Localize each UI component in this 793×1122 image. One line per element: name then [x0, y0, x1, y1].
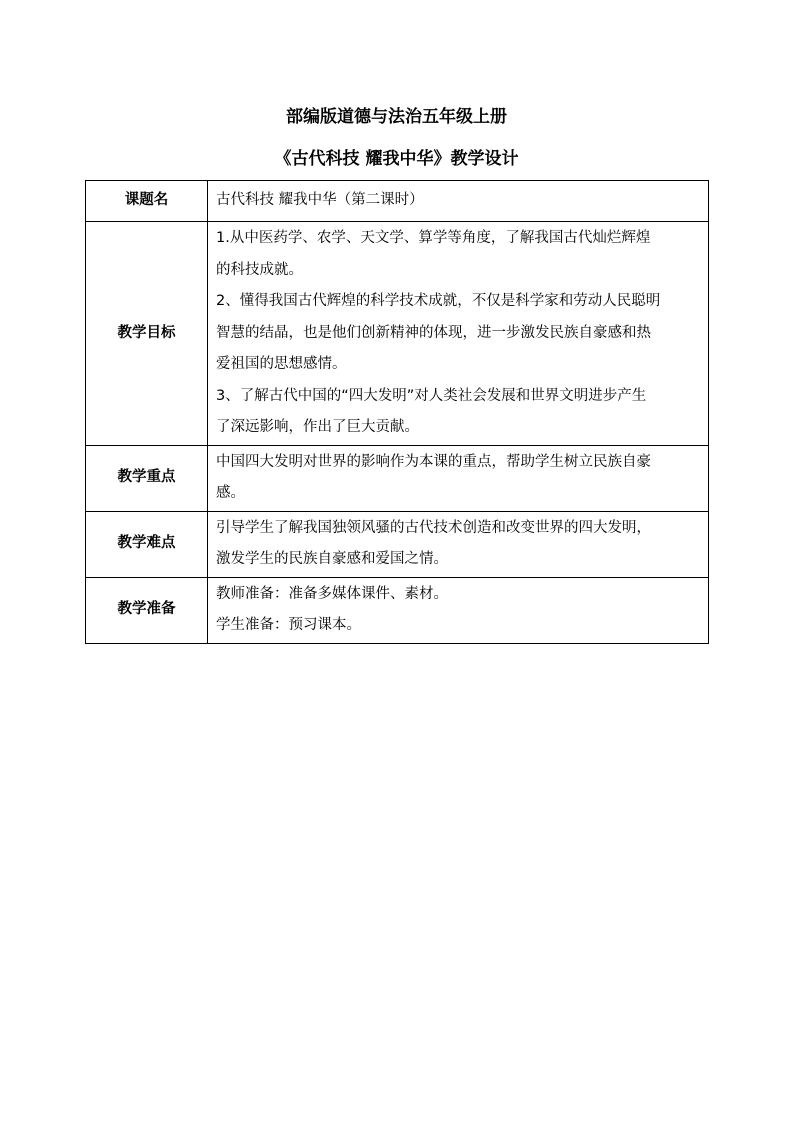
table-row-difficulties [86, 511, 709, 577]
row-content-difficulties [208, 511, 709, 577]
row-label-preparation: 教学准备 [86, 577, 208, 643]
row-label-key-points: 教学重点 [86, 445, 208, 511]
row-content-preparation [208, 577, 709, 643]
content-line: 3、了解古代中国的“四大发明”对人类社会发展和世界文明进步产生 [216, 387, 647, 404]
row-label-difficulties: 教学难点 [86, 511, 208, 577]
table-row-teaching-objectives [86, 222, 709, 446]
row-content-key-points [208, 445, 709, 511]
content-line: 了深远影响，作出了巨大贡献。 [216, 419, 419, 435]
table-row-key-points [86, 445, 709, 511]
document-subtitle: 《古代科技 耀我中华》教学设计 [274, 149, 519, 169]
content-line: 引导学生了解我国独领风骚的古代技术创造和改变世界的四大发明， [216, 519, 651, 536]
lesson-plan-table [85, 180, 709, 644]
content-line: 的科技成就。 [216, 261, 303, 278]
content-line: 激发学生的民族自豪感和爱国之情。 [216, 551, 448, 567]
row-content-teaching-objectives [208, 222, 709, 446]
row-label-teaching-objectives: 教学目标 [86, 222, 208, 446]
row-label-lesson-name: 课题名 [86, 181, 208, 222]
content-line: 智慧的结晶，也是他们创新精神的体现，进一步激发民族自豪感和热 [216, 324, 651, 341]
row-content-lesson-name [208, 181, 709, 222]
content-line: 教师准备：准备多媒体课件、素材。 [216, 585, 448, 602]
content-line: 中国四大发明对世界的影响作为本课的重点，帮助学生树立民族自豪 [216, 453, 651, 470]
document-title: 部编版道德与法治五年级上册 [286, 107, 507, 127]
content-line: 1.从中医药学、农学、天文学、算学等角度，了解我国古代灿烂辉煌 [216, 230, 651, 246]
content-line: 爱祖国的思想感情。 [216, 356, 347, 372]
content-line: 感。 [216, 485, 245, 501]
table-row-preparation [86, 577, 709, 643]
content-line: 学生准备：预习课本。 [216, 617, 361, 633]
content-line: 2、懂得我国古代辉煌的科学技术成就，不仅是科学家和劳动人民聪明 [216, 293, 661, 309]
content-line: 古代科技 耀我中华（第二课时） [216, 192, 424, 209]
table-row-lesson-name [86, 181, 709, 222]
